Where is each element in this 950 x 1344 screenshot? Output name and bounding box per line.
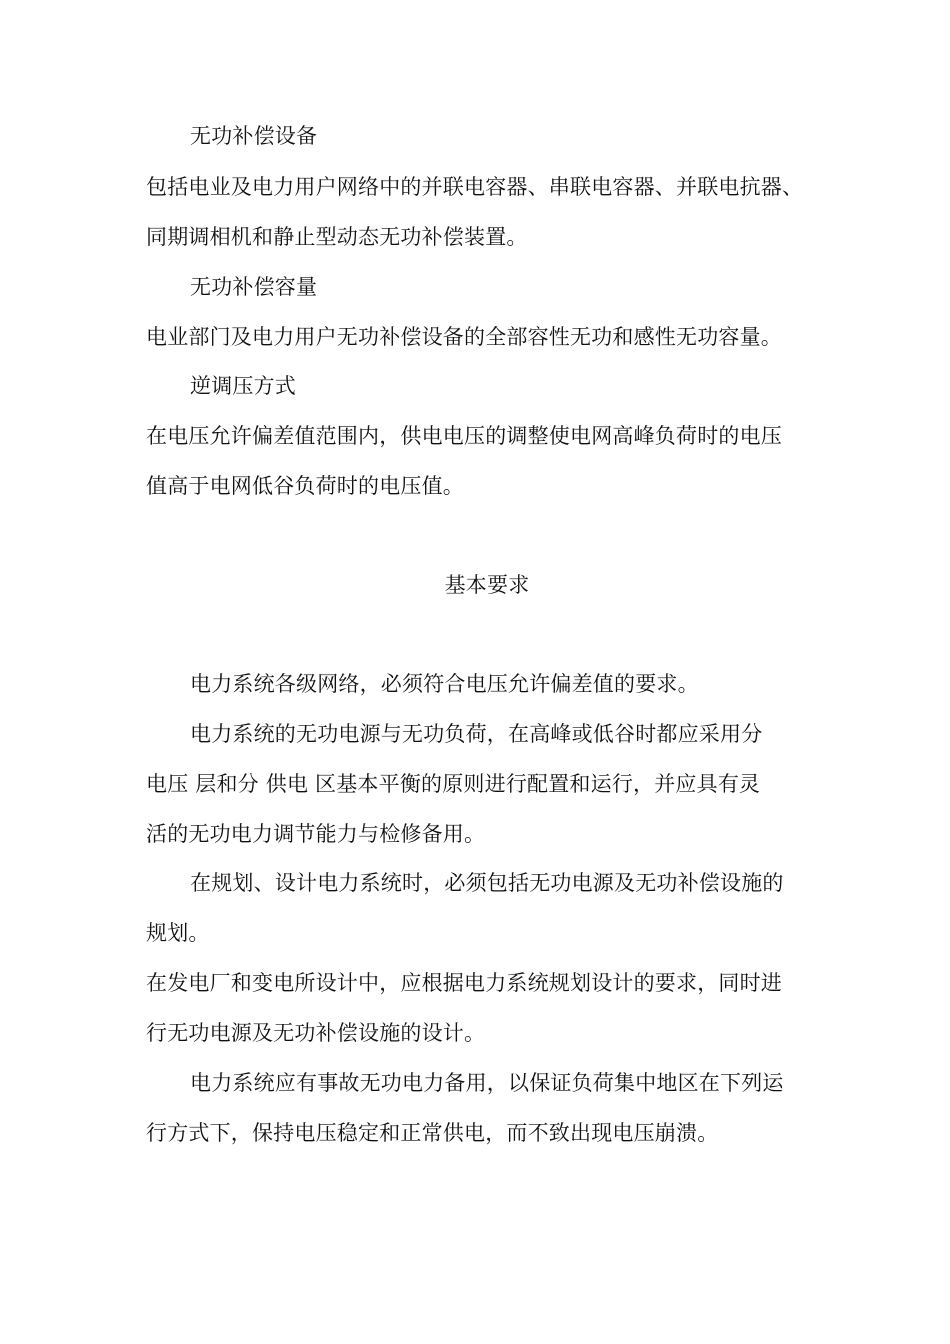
definition-line: 值高于电网低谷负荷时的电压值。 (146, 474, 464, 498)
section-heading: 基本要求 (444, 573, 530, 597)
definition-line: 包括电业及电力用户网络中的并联电容器、串联电容器、并联电抗器、 (146, 175, 804, 199)
term-heading-reactive-compensation-capacity: 无功补偿容量 (190, 275, 318, 299)
paragraph-line: 规划。 (146, 921, 210, 945)
term-heading-reactive-compensation-equipment: 无功补偿设备 (190, 124, 318, 148)
paragraph-line: 行方式下，保持电压稳定和正常供电，而不致出现电压崩溃。 (146, 1121, 719, 1145)
paragraph-line: 电压 层和分 供电 区基本平衡的原则进行配置和运行，并应具有灵 (146, 772, 761, 796)
paragraph-line: 电力系统的无功电源与无功负荷，在高峰或低谷时都应采用分 (190, 722, 763, 746)
paragraph-line: 在规划、设计电力系统时，必须包括无功电源及无功补偿设施的 (190, 871, 784, 895)
definition-line: 在电压允许偏差值范围内，供电电压的调整使电网高峰负荷时的电压 (146, 424, 782, 448)
paragraph-line: 在发电厂和变电所设计中，应根据电力系统规划设计的要求，同时进 (146, 971, 782, 995)
paragraph-line: 电力系统各级网络，必须符合电压允许偏差值的要求。 (190, 672, 699, 696)
definition-line: 电业部门及电力用户无功补偿设备的全部容性无功和感性无功容量。 (146, 325, 782, 349)
paragraph-line: 行无功电源及无功补偿设施的设计。 (146, 1021, 486, 1045)
paragraph-line: 活的无功电力调节能力与检修备用。 (146, 822, 486, 846)
paragraph-line: 电力系统应有事故无功电力备用，以保证负荷集中地区在下列运 (190, 1071, 784, 1095)
term-heading-inverse-voltage-regulation: 逆调压方式 (190, 374, 296, 398)
definition-line: 同期调相机和静止型动态无功补偿装置。 (146, 225, 528, 249)
